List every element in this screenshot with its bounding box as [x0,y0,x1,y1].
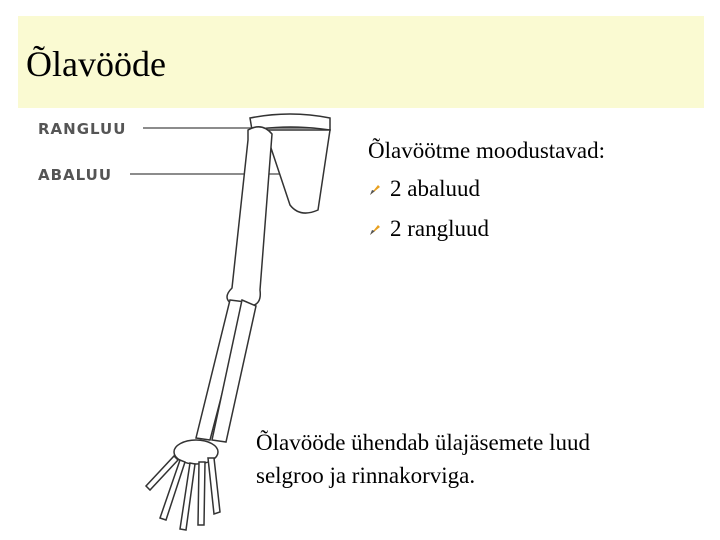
caption [256,426,696,493]
caption-line: selgroo ja rinnakorviga. [256,463,476,489]
arrow-bullet-icon [368,221,382,237]
scapula-bone [265,130,330,213]
bullet-text: 2 abaluud [390,176,481,201]
arrow-bullet-icon [368,181,382,197]
rangluu-label: RANGLUU [38,120,127,138]
bullet-item [368,176,480,202]
bullet-item [368,216,489,242]
intro-text: Õlavöötme moodustavad: [368,138,605,163]
finger-bones [146,456,220,530]
caption-line: Õlavööde ühendab ülajäsemete luud [256,430,591,455]
bullet-text: 2 rangluud [390,216,490,241]
slide-title: Õlavööde [26,44,166,84]
humerus-bone [227,127,272,306]
abaluu-label: ABALUU [38,166,113,184]
